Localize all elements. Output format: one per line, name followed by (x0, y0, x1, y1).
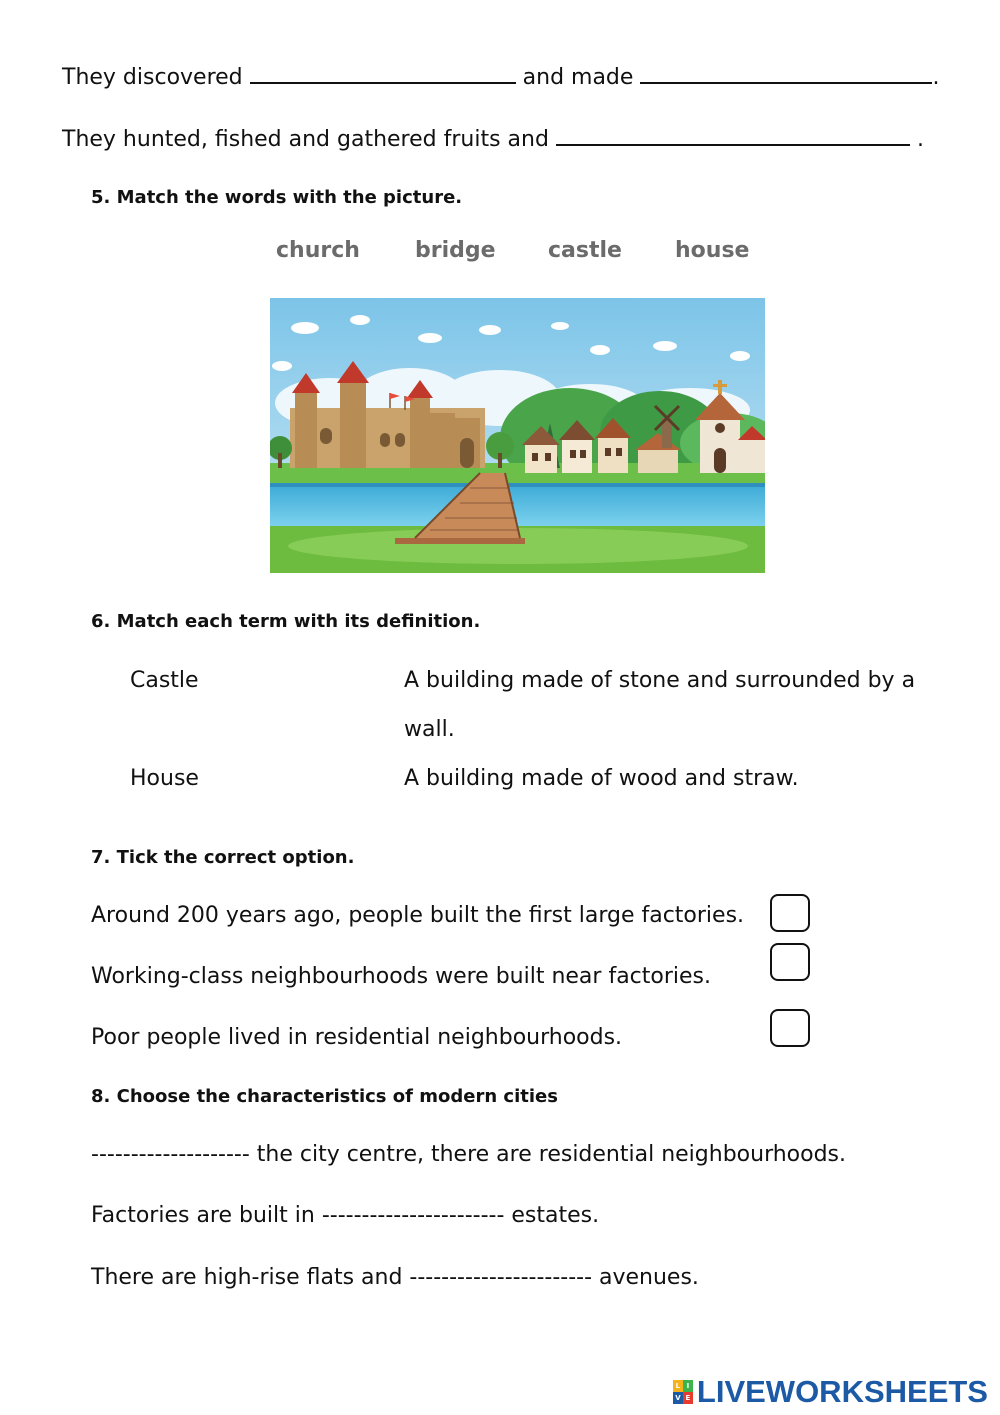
question-7-heading: 7. Tick the correct option. (91, 847, 355, 868)
fill-sentence-discovered (62, 64, 939, 90)
tick-checkbox-3[interactable] (770, 1009, 810, 1047)
cloze-sentence-2[interactable]: Factories are built in ----------------------- estates. (91, 1203, 600, 1228)
word-castle[interactable]: castle (548, 238, 622, 263)
cloze-sentence-3[interactable]: There are high-rise flats and ----------------------- avenues. (91, 1265, 699, 1290)
sentence-text: They discovered (62, 65, 243, 90)
word-house[interactable]: house (675, 238, 750, 263)
sentence-period: . (916, 127, 924, 152)
option-statement-2: Working-class neighbourhoods were built near factories. (91, 964, 712, 989)
question-8-heading: 8. Choose the characteristics of modern cities (91, 1086, 558, 1107)
answer-blank-3[interactable] (556, 126, 910, 146)
word-church[interactable]: church (276, 238, 360, 263)
definition-stone[interactable]: A building made of stone and surrounded by a (404, 668, 916, 693)
term-house[interactable]: House (130, 766, 199, 791)
logo-mark-letter: V (673, 1392, 683, 1404)
option-statement-3: Poor people lived in residential neighbourhoods. (91, 1025, 623, 1050)
term-castle[interactable]: Castle (130, 668, 199, 693)
medieval-town-illustration (270, 298, 765, 573)
logo-mark-letter: I (683, 1380, 693, 1392)
answer-blank-2[interactable] (640, 64, 932, 84)
tick-checkbox-1[interactable] (770, 894, 810, 932)
definition-wood[interactable]: A building made of wood and straw. (404, 766, 799, 791)
question-6-heading: 6. Match each term with its definition. (91, 611, 481, 632)
logo-mark-letter: E (683, 1392, 693, 1404)
cloze-sentence-1[interactable]: -------------------- the city centre, there are residential neighbourhoods. (91, 1142, 847, 1167)
tick-checkbox-2[interactable] (770, 943, 810, 981)
logo-mark-letter: L (673, 1380, 683, 1392)
logo-text: LIVEWORKSHEETS (696, 1374, 988, 1409)
answer-blank-1[interactable] (250, 64, 516, 84)
liveworksheets-logo (673, 1374, 988, 1410)
sentence-text: and made (522, 65, 634, 90)
logo-mark-icon (673, 1380, 693, 1404)
sentence-text: They hunted, fished and gathered fruits and (62, 127, 549, 152)
word-bridge[interactable]: bridge (415, 238, 496, 263)
definition-stone-continued[interactable]: wall. (404, 717, 455, 742)
fill-sentence-hunted (62, 126, 924, 152)
question-5-heading: 5. Match the words with the picture. (91, 187, 463, 208)
option-statement-1: Around 200 years ago, people built the first large factories. (91, 903, 745, 928)
sentence-period: . (932, 65, 940, 90)
